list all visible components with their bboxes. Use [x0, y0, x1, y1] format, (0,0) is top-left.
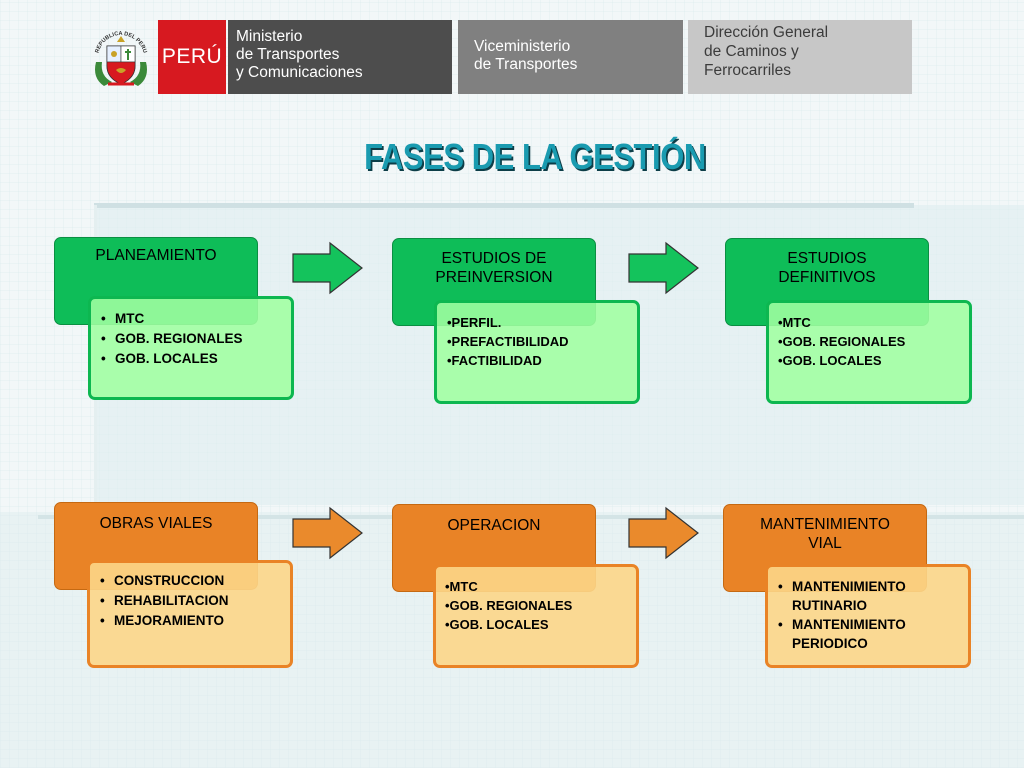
phase-title: PLANEAMIENTO: [95, 247, 217, 264]
institution-header: [88, 20, 912, 94]
orange-arrow-right-icon: [628, 506, 700, 560]
phase-detail: [766, 300, 972, 404]
green-arrow-right-icon: [292, 241, 364, 295]
peru-coat-of-arms-icon: [88, 20, 154, 94]
direction-line: Dirección General: [704, 24, 829, 41]
phase-detail: [88, 296, 294, 400]
list-item: •PREFACTIBILIDAD: [447, 334, 569, 349]
list-item: • MANTENIMIENTO PERIODICO: [778, 617, 906, 651]
list-item: • REHABILITACION: [100, 593, 229, 608]
list-item: • GOB. LOCALES: [101, 351, 218, 366]
background-rule-top: [94, 203, 914, 208]
direction-label: [688, 20, 912, 94]
phase-title: MANTENIMIENTO: [760, 516, 890, 533]
list-item: •MTC: [778, 315, 811, 330]
slide-title: FASES DE LA GESTIÓN: [364, 136, 706, 177]
svg-text:REPUBLICA DEL PERU: REPUBLICA DEL PERU: [94, 30, 148, 54]
ministry-label: [228, 20, 452, 94]
direction-line: Ferrocarriles: [704, 62, 791, 79]
phase-detail: [765, 564, 971, 668]
list-item: •MTC: [445, 579, 478, 594]
ministry-line: y Comunicaciones: [236, 64, 363, 81]
phase-title: ESTUDIOS: [787, 250, 867, 267]
peru-label: PERÚ: [158, 20, 226, 94]
phase-title: ESTUDIOS DE: [441, 250, 547, 267]
list-item: •PERFIL.: [447, 315, 502, 330]
list-item: •GOB. REGIONALES: [778, 334, 906, 349]
list-item: • MTC: [101, 311, 145, 326]
list-item: •GOB. LOCALES: [445, 617, 549, 632]
green-arrow-right-icon: [628, 241, 700, 295]
list-item: • CONSTRUCCION: [100, 573, 225, 588]
phase-title: OPERACION: [447, 517, 541, 534]
list-item: •FACTIBILIDAD: [447, 353, 542, 368]
direction-line: de Caminos y: [704, 43, 799, 60]
list-item: •GOB. LOCALES: [778, 353, 882, 368]
orange-arrow-right-icon: [292, 506, 364, 560]
phase-detail: [433, 564, 639, 668]
list-item: • MEJORAMIENTO: [100, 613, 225, 628]
viceministry-label: [458, 20, 683, 94]
phase-detail: [434, 300, 640, 404]
phase-title: VIAL: [808, 535, 842, 552]
viceministry-line: de Transportes: [474, 56, 578, 73]
list-item: •GOB. REGIONALES: [445, 598, 573, 613]
phase-title: OBRAS VIALES: [99, 515, 213, 532]
list-item: • GOB. REGIONALES: [101, 331, 243, 346]
phase-detail: [87, 560, 293, 668]
viceministry-line: Viceministerio: [474, 38, 571, 55]
list-item: • MANTENIMIENTO RUTINARIO: [778, 579, 906, 613]
phase-title: PREINVERSION: [435, 269, 553, 286]
ministry-line: Ministerio: [236, 28, 303, 45]
ministry-line: de Transportes: [236, 46, 340, 63]
phase-title: DEFINITIVOS: [778, 269, 876, 286]
